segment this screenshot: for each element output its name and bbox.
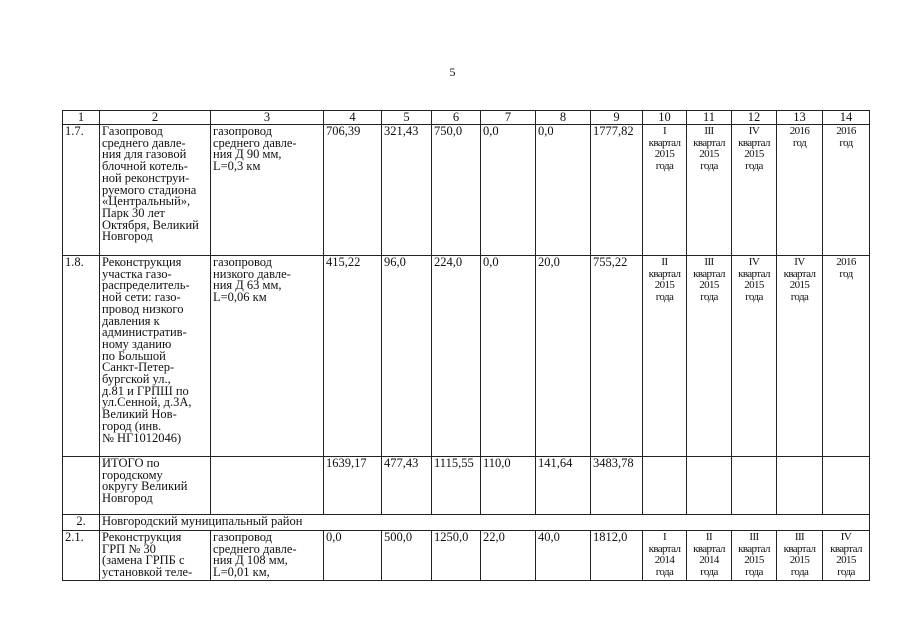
value-cell: 0,0: [481, 256, 536, 457]
text-line: ния Д 108 мм,: [213, 553, 288, 568]
header-cell: 12: [732, 111, 777, 125]
value-cell: 750,0: [432, 125, 481, 256]
value-cell: 110,0: [481, 457, 536, 515]
table-row: [63, 531, 870, 581]
header-cell: 10: [643, 111, 687, 125]
text-line: провод низкого: [102, 301, 184, 316]
total-label: [100, 457, 211, 515]
project-name: [100, 125, 211, 256]
text-line: ной сети: газо-: [102, 290, 181, 305]
text-line: ИТОГО по: [102, 456, 160, 470]
text-line: низкого давле-: [213, 266, 291, 281]
period-cell: 2016 год: [823, 256, 870, 457]
header-cell: 8: [536, 111, 591, 125]
text-line: L=0,06 км: [213, 290, 267, 305]
text-line: давления к: [102, 313, 160, 328]
text-line: Парк 30 лет: [102, 205, 165, 220]
text-line: бургской ул.,: [102, 372, 171, 387]
text-line: № НГ1012046): [102, 430, 182, 445]
text-line: ния Д 90 мм,: [213, 147, 282, 162]
header-cell: 5: [382, 111, 432, 125]
text-line: ной реконструи-: [102, 170, 190, 185]
period-cell: IV квартал 2015 года: [732, 125, 777, 256]
text-line: Великий Нов-: [102, 407, 177, 422]
header-cell: 7: [481, 111, 536, 125]
value-cell: 1250,0: [432, 531, 481, 581]
period-cell: 2016 год: [823, 125, 870, 256]
value-cell: 755,22: [591, 256, 643, 457]
text-line: городскому: [102, 467, 163, 482]
project-description: [211, 125, 324, 256]
text-line: (замена ГРПБ с: [102, 553, 185, 568]
text-line: ул.Сенной, д.3А,: [102, 395, 192, 410]
header-cell: 14: [823, 111, 870, 125]
text-line: газопровод: [213, 530, 273, 544]
text-line: установкой теле-: [102, 565, 193, 580]
period-cell: III квартал 2015 года: [777, 531, 823, 581]
text-line: ния Д 63 мм,: [213, 278, 282, 293]
header-cell: 6: [432, 111, 481, 125]
text-line: «Центральный»,: [102, 194, 191, 209]
row-number: 1.7.: [63, 125, 100, 256]
value-cell: 1115,55: [432, 457, 481, 515]
text-line: Реконструкция: [102, 530, 182, 544]
value-cell: 706,39: [324, 125, 382, 256]
value-cell: 415,22: [324, 256, 382, 457]
text-line: среднего давле-: [213, 541, 297, 556]
value-cell: 1812,0: [591, 531, 643, 581]
section-number: 2.: [63, 515, 100, 531]
section-row: [63, 515, 870, 531]
text-line: Новгород: [102, 229, 153, 244]
text-line: ГРП № 30: [102, 541, 156, 556]
value-cell: 141,64: [536, 457, 591, 515]
period-cell: II квартал 2014 года: [687, 531, 732, 581]
project-description: [211, 256, 324, 457]
total-row: [63, 457, 870, 515]
value-cell: 96,0: [382, 256, 432, 457]
text-line: по Большой: [102, 348, 166, 363]
header-cell: 1: [63, 111, 100, 125]
value-cell: 224,0: [432, 256, 481, 457]
value-cell: 1639,17: [324, 457, 382, 515]
text-line: среднего давле-: [102, 135, 186, 150]
value-cell: 22,0: [481, 531, 536, 581]
period-cell: III квартал 2015 года: [687, 125, 732, 256]
value-cell: 321,43: [382, 125, 432, 256]
period-cell: IV квартал 2015 года: [777, 256, 823, 457]
project-name: [100, 256, 211, 457]
text-line: среднего давле-: [213, 135, 297, 150]
value-cell: 40,0: [536, 531, 591, 581]
row-number: 1.8.: [63, 256, 100, 457]
value-cell: 0,0: [536, 125, 591, 256]
text-line: распределитель-: [102, 278, 190, 293]
text-line: Реконструкция: [102, 255, 182, 269]
text-line: Санкт-Петер-: [102, 360, 175, 375]
header-cell: 2: [100, 111, 211, 125]
text-line: ному зданию: [102, 336, 172, 351]
page-number: 5: [449, 65, 456, 79]
text-line: блочной котель-: [102, 159, 188, 174]
table-row: [63, 125, 870, 256]
text-line: округу Великий: [102, 479, 188, 494]
value-cell: 0,0: [481, 125, 536, 256]
header-cell: 4: [324, 111, 382, 125]
value-cell: 3483,78: [591, 457, 643, 515]
header-cell: 3: [211, 111, 324, 125]
text-line: участка газо-: [102, 266, 172, 281]
text-line: административ-: [102, 325, 187, 340]
value-cell: 477,43: [382, 457, 432, 515]
text-line: Октября, Великий: [102, 217, 199, 232]
period-cell: II квартал 2015 года: [643, 256, 687, 457]
text-line: газопровод: [213, 124, 273, 138]
period-cell: III квартал 2015 года: [732, 531, 777, 581]
header-cell: 13: [777, 111, 823, 125]
period-cell: IV квартал 2015 года: [823, 531, 870, 581]
header-row: [63, 111, 870, 125]
period-cell: 2016 год: [777, 125, 823, 256]
text-line: руемого стадиона: [102, 182, 197, 197]
text-line: газопровод: [213, 255, 273, 269]
text-line: L=0,3 км: [213, 159, 261, 174]
project-name: [100, 531, 211, 581]
table-row: [63, 256, 870, 457]
header-cell: 11: [687, 111, 732, 125]
header-cell: 9: [591, 111, 643, 125]
period-cell: IV квартал 2015 года: [732, 256, 777, 457]
value-cell: 0,0: [324, 531, 382, 581]
text-line: д.81 и ГРПШ по: [102, 383, 189, 398]
period-cell: I квартал 2014 года: [643, 531, 687, 581]
text-line: Газопровод: [102, 124, 163, 138]
text-line: L=0,01 км,: [213, 565, 270, 580]
period-cell: I квартал 2015 года: [643, 125, 687, 256]
text-line: город (инв.: [102, 418, 162, 433]
period-cell: III квартал 2015 года: [687, 256, 732, 457]
value-cell: 1777,82: [591, 125, 643, 256]
data-table: [62, 110, 870, 581]
value-cell: 500,0: [382, 531, 432, 581]
row-number: 2.1.: [63, 531, 100, 581]
value-cell: 20,0: [536, 256, 591, 457]
section-title: Новгородский муниципальный район: [100, 515, 870, 531]
project-description: [211, 531, 324, 581]
text-line: Новгород: [102, 491, 153, 506]
text-line: ния для газовой: [102, 147, 187, 162]
